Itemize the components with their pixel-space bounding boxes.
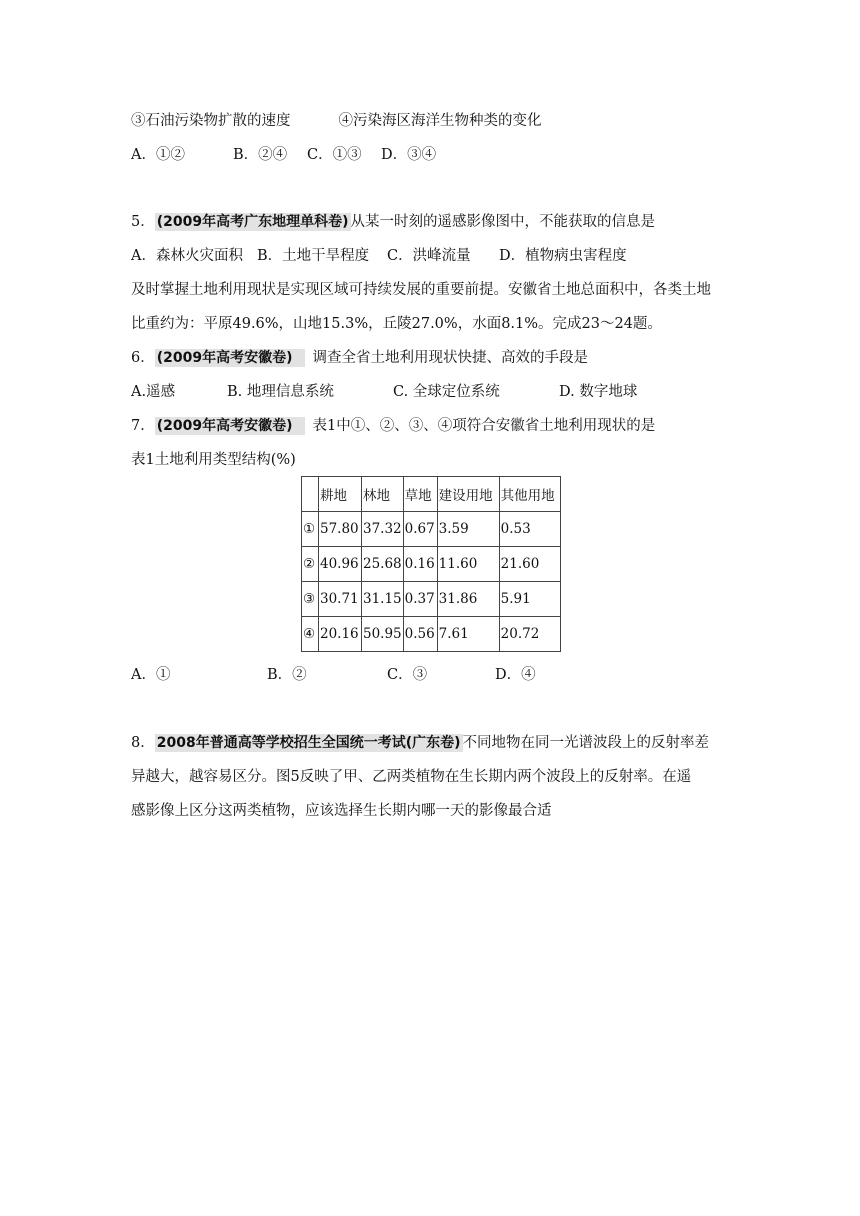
q4-option-4-text: ④污染海区海洋生物种类的变化 (338, 113, 542, 129)
q5-question: 从某一时刻的遥感影像图中，不能获取的信息是 (350, 214, 655, 230)
table-header-cell: 其他用地 (499, 477, 560, 512)
table-cell: 37.32 (362, 512, 404, 547)
table-cell: 3.59 (437, 512, 499, 547)
table-cell: ③ (302, 582, 319, 617)
q6-option-b: B. 地理信息系统 (227, 384, 334, 400)
q5-options (131, 246, 627, 266)
q7-option-d: D．④ (495, 667, 536, 683)
table-header-row (302, 477, 561, 512)
q8-text-1: 不同地物在同一光谱波段上的反射率差 (462, 735, 709, 751)
passage-line-2: 比重约为：平原49.6%，山地15.3%，丘陵27.0%，水面8.1%。完成23～24题。 (131, 316, 662, 332)
q7-option-a: A．① (131, 667, 171, 683)
q8-stem-line-1 (131, 733, 709, 753)
table-row (302, 512, 561, 547)
table-header-cell (302, 477, 319, 512)
q5-source-tag: (2009年高考广东地理单科卷) (156, 214, 349, 230)
table-cell: 20.16 (319, 617, 362, 652)
q6-number: 6． (131, 350, 155, 366)
passage-line-1: 及时掌握土地利用现状是实现区域可持续发展的重要前提。安徽省土地总面积中，各类土地 (131, 282, 711, 298)
q7-option-b: B．② (267, 667, 307, 683)
table-cell: ② (302, 547, 319, 582)
table-cell: 0.67 (403, 512, 437, 547)
table-cell: 30.71 (319, 582, 362, 617)
table-cell: 11.60 (437, 547, 499, 582)
table-cell: 0.53 (499, 512, 560, 547)
land-use-table (301, 476, 561, 652)
table-cell: 57.80 (319, 512, 362, 547)
q6-question: 调查全省土地利用现状快捷、高效的手段是 (312, 350, 588, 366)
table-header-cell: 林地 (362, 477, 404, 512)
table-cell: ① (302, 512, 319, 547)
table-cell: 21.60 (499, 547, 560, 582)
q5-stem (131, 212, 655, 232)
q7-source-tag: (2009年高考安徽卷) (155, 417, 305, 435)
q7-table-caption: 表1土地利用类型结构(%) (131, 452, 296, 468)
q7-question: 表1中①、②、③、④项符合安徽省土地利用现状的是 (312, 418, 656, 434)
q4-option-3-text: ③石油污染物扩散的速度 (131, 113, 291, 129)
table-header-cell: 建设用地 (437, 477, 499, 512)
q5-option-d: D．植物病虫害程度 (499, 248, 627, 264)
q4-option-d: D．③④ (381, 147, 437, 163)
q7-options (131, 665, 536, 685)
table-cell: 50.95 (362, 617, 404, 652)
q6-option-c: C. 全球定位系统 (393, 384, 500, 400)
q4-statement-line (131, 111, 542, 131)
q8-number: 8． (131, 735, 155, 751)
q8-stem-line-3: 感影像上区分这两类植物，应该选择生长期内哪一天的影像最合适 (131, 803, 552, 819)
q8-source-tag: 2008年普通高等学校招生全国统一考试(广东卷) (156, 735, 461, 751)
table-cell: 0.56 (403, 617, 437, 652)
q5-option-a: A．森林火灾面积 (131, 248, 243, 264)
q6-option-d: D. 数字地球 (559, 384, 638, 400)
q4-options (131, 145, 436, 165)
table-row (302, 582, 561, 617)
q6-source-tag: (2009年高考安徽卷) (155, 349, 305, 367)
table-cell: 0.37 (403, 582, 437, 617)
q5-number: 5． (131, 214, 155, 230)
q4-option-c: C．①③ (307, 147, 362, 163)
q5-option-c: C．洪峰流量 (387, 248, 471, 264)
table-cell: 5.91 (499, 582, 560, 617)
table-cell: 31.15 (362, 582, 404, 617)
table-cell: 7.61 (437, 617, 499, 652)
q4-option-a: A．①② (131, 147, 185, 163)
q6-stem (131, 348, 588, 368)
table-cell: 31.86 (437, 582, 499, 617)
q6-options (131, 382, 637, 402)
q4-option-b: B．②④ (233, 147, 288, 163)
q6-option-a: A.遥感 (131, 384, 176, 400)
q7-option-c: C．③ (387, 667, 428, 683)
q5-option-b: B．土地干旱程度 (257, 248, 370, 264)
table-header-cell: 耕地 (319, 477, 362, 512)
table-cell: 25.68 (362, 547, 404, 582)
table-header-cell: 草地 (403, 477, 437, 512)
table-row (302, 547, 561, 582)
q8-stem-line-2: 异越大，越容易区分。图5反映了甲、乙两类植物在生长期内两个波段上的反射率。在遥 (131, 769, 692, 785)
table-cell: ④ (302, 617, 319, 652)
q7-number: 7． (131, 418, 155, 434)
table-cell: 20.72 (499, 617, 560, 652)
table-cell: 0.16 (403, 547, 437, 582)
table-cell: 40.96 (319, 547, 362, 582)
table-row (302, 617, 561, 652)
q7-stem (131, 416, 655, 436)
